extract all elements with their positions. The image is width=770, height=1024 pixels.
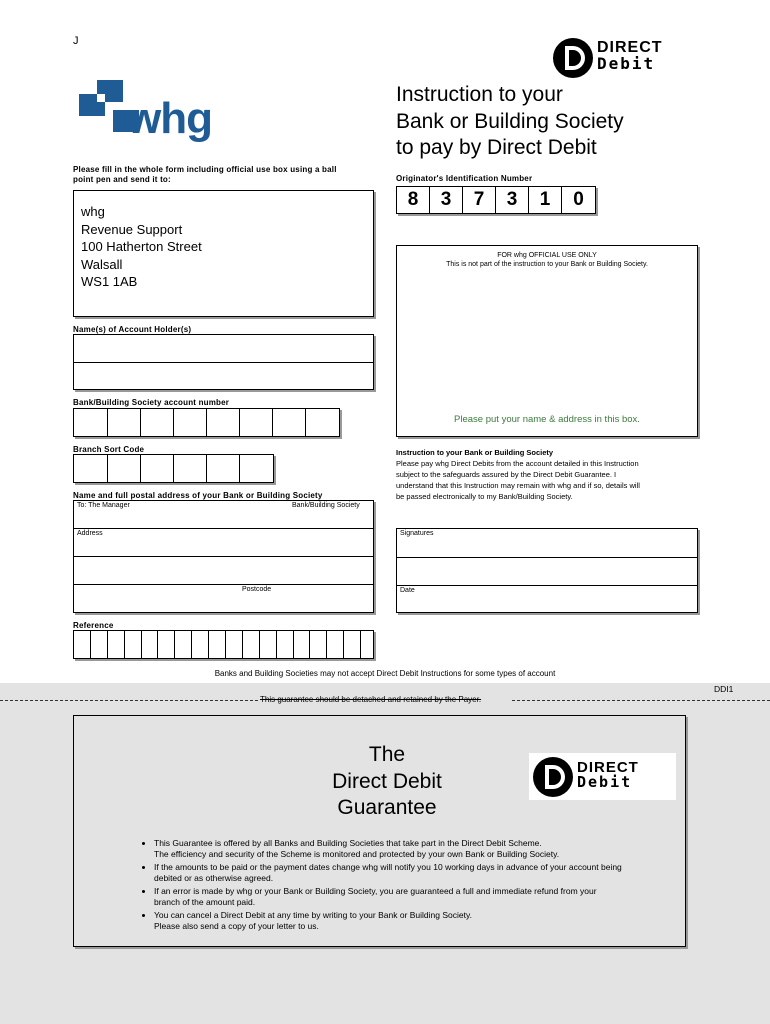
account-number-cell[interactable] [108,409,141,436]
account-number-cell[interactable] [174,409,207,436]
account-number-cell[interactable] [273,409,306,436]
reference-cell[interactable] [310,631,327,658]
account-number-cell[interactable] [306,409,339,436]
page-title [396,82,624,162]
official-use-heading [397,251,697,269]
guarantee-title [274,742,500,822]
reference-cell[interactable] [226,631,243,658]
fill-instruction-line-2: point pen and send it to: [73,175,171,184]
guarantee-title-line-2: Direct Debit [332,769,442,793]
return-address-box [73,190,374,317]
direct-debit-circle-icon [531,755,575,799]
oin-digit: 7 [463,187,496,213]
reference-cell[interactable] [74,631,91,658]
signatures-label: Signatures [400,530,434,537]
guarantee-text: Please also send a copy of your letter to us. [154,921,319,931]
guarantee-text: If the amounts to be paid or the payment dates change whg will notify you 10 working days in advance of your account being [154,862,622,872]
fill-instruction [73,165,337,185]
reference-cell[interactable] [108,631,125,658]
to-manager-label: To: The Manager [77,502,130,509]
sort-code-cell[interactable] [108,455,141,482]
title-line-1: Instruction to your [396,83,563,106]
reference-cell[interactable] [327,631,344,658]
address-line-1: whg [81,204,105,219]
official-use-prompt: Please put your name & address in this box. [454,414,640,425]
corner-mark: J [73,35,79,47]
return-address [81,203,202,291]
ddi-code: DDI1 [714,684,734,694]
list-item [154,862,694,884]
date-field[interactable] [397,586,697,613]
dd-logo-line1: DIRECT [577,759,639,776]
instruction-heading: Instruction to your Bank or Building Society [396,448,554,457]
dd-logo-line2: Debit [597,54,656,73]
title-line-3: to pay by Direct Debit [396,136,597,159]
oin-digit: 1 [529,187,562,213]
reference-cell[interactable] [294,631,311,658]
account-number-cell[interactable] [141,409,174,436]
reference-cell[interactable] [277,631,294,658]
direct-debit-logo [551,36,701,80]
field-divider [74,528,373,529]
account-holders-field[interactable] [73,334,374,390]
detach-line-left [0,700,258,701]
signature-date-box [396,528,698,613]
official-use-line-1: FOR whg OFFICIAL USE ONLY [497,252,597,259]
instruction-line-2: subject to the safeguards assured by the Direct Debit Guarantee. I [396,470,617,479]
dd-logo-line2: Debit [577,773,633,791]
dd-logo-line1: DIRECT [597,39,663,56]
address-line-4: Walsall [81,256,123,272]
date-label: Date [400,587,415,594]
sort-code-cell[interactable] [74,455,108,482]
address-line-5: WS1 1AB [81,274,138,289]
oin-digit: 8 [397,187,430,213]
account-number-field[interactable] [73,408,340,437]
reference-cell[interactable] [361,631,373,658]
detach-note: This guarantee should be detached and retained by the Payer. [260,695,482,704]
field-divider [74,556,373,557]
guarantee-text: If an error is made by whg or your Bank or Building Society, you are guaranteed a full and immediate refund from your [154,886,597,896]
reference-label: Reference [73,621,114,630]
account-holders-label: Name(s) of Account Holder(s) [73,325,192,334]
bank-address-label: Name and full postal address of your Bank or Building Society [73,491,323,500]
direct-debit-circle-icon [551,36,595,80]
oin-digit: 3 [496,187,529,213]
field-divider [74,584,373,585]
field-divider [74,362,373,363]
oin-digits [396,186,596,214]
official-use-box[interactable] [396,245,698,437]
guarantee-text: You can cancel a Direct Debit at any time by writing to your Bank or Building Society. [154,910,472,920]
instruction-text [396,447,696,502]
reference-cell[interactable] [175,631,192,658]
sort-code-cell[interactable] [174,455,207,482]
sort-code-field[interactable] [73,454,274,483]
whg-logo [79,80,239,150]
sort-code-cell[interactable] [240,455,273,482]
bank-society-label: Bank/Building Society [292,502,360,509]
postcode-label: Postcode [242,586,272,593]
reference-cell[interactable] [125,631,142,658]
guarantee-text: This Guarantee is offered by all Banks and Building Societies that take part in the Direct Debit Scheme. [154,838,542,848]
instruction-line-3: understand that this Instruction may remain with whg and if so, details will [396,481,640,490]
address-label: Address [77,530,103,537]
list-item [154,886,694,908]
fill-instruction-line-1: Please fill in the whole form including official use box using a ball [73,165,337,174]
address-line-3: 100 Hatherton Street [81,239,202,254]
reference-cell[interactable] [91,631,108,658]
address-line-2: Revenue Support [81,221,183,237]
account-number-cell[interactable] [74,409,108,436]
field-divider [397,557,697,558]
bank-address-field[interactable] [73,500,374,613]
list-item [154,838,694,860]
account-number-cell[interactable] [240,409,273,436]
account-number-label: Bank/Building Society account number [73,398,230,407]
instruction-line-4: be passed electronically to my Bank/Building Society. [396,492,573,501]
reference-cell[interactable] [209,631,226,658]
reference-cell[interactable] [158,631,175,658]
detach-line-right [512,700,770,701]
oin-label: Originator's Identification Number [396,174,533,183]
oin-digit: 3 [430,187,463,213]
oin-digit: 0 [573,189,584,210]
guarantee-text: The efficiency and security of the Scheme is monitored and protected by your own Bank or Building Society. [154,849,560,859]
reference-cell[interactable] [192,631,209,658]
sort-code-cell[interactable] [207,455,240,482]
title-line-2: Bank or Building Society [396,109,624,133]
official-use-line-2: This is not part of the instruction to your Bank or Building Society. [446,261,648,268]
guarantee-box [73,715,686,947]
guarantee-list [142,838,694,934]
guarantee-title-line-3: Guarantee [337,796,437,819]
reference-cell[interactable] [260,631,277,658]
footer-note: Banks and Building Societies may not accept Direct Debit Instructions for some types of account [214,669,556,678]
guarantee-text: branch of the amount paid. [154,897,256,907]
direct-debit-logo-guarantee [529,753,676,800]
guarantee-text: debited or as otherwise agreed. [154,873,274,883]
account-number-cell[interactable] [207,409,240,436]
reference-cell[interactable] [243,631,260,658]
reference-cell[interactable] [142,631,159,658]
reference-field[interactable] [73,630,374,659]
instruction-line-1: Please pay whg Direct Debits from the account detailed in this Instruction [396,459,639,468]
sort-code-cell[interactable] [141,455,174,482]
sort-code-label: Branch Sort Code [73,445,145,454]
whg-logo-text: whg [127,94,212,143]
list-item [154,910,694,932]
guarantee-title-line-1: The [368,743,406,766]
reference-cell[interactable] [344,631,361,658]
